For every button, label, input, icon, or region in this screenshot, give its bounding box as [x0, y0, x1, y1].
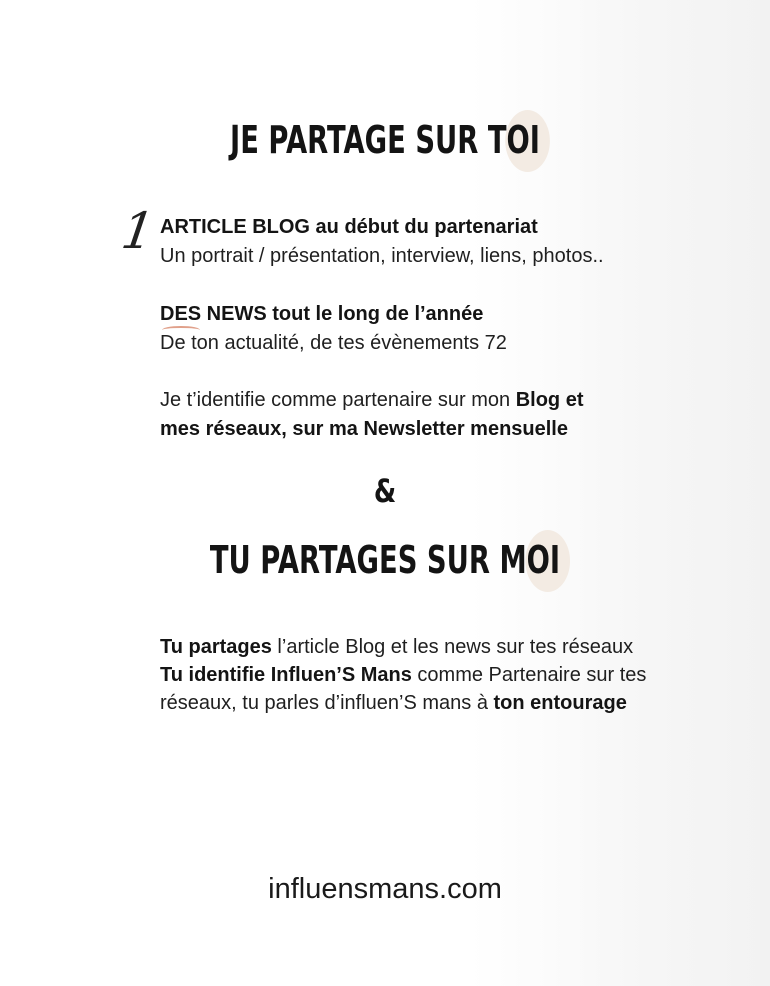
- heading-je-partage: [108, 118, 662, 162]
- step-number: 1: [117, 202, 158, 260]
- block-share-line3: [160, 688, 627, 718]
- share-plain-3: réseaux, tu parles d’influen’S mans à: [160, 692, 494, 714]
- heading2-text: TU PARTAGES SUR: [209, 538, 500, 582]
- share-plain-2: comme Partenaire sur tes: [411, 664, 647, 686]
- identify-bold: Blog et: [515, 389, 584, 411]
- heading-tu-partages: [108, 538, 662, 582]
- block-share-line2: [160, 660, 646, 690]
- block-article-body: Un portrait / présentation, interview, liens, photos..: [160, 245, 604, 267]
- footer-website[interactable]: influensmans.com: [268, 873, 502, 905]
- block-share-line1: [160, 632, 633, 662]
- ampersand: &: [373, 472, 397, 510]
- share-bold-1: Tu partages: [160, 636, 272, 658]
- block-identify-line1: [160, 385, 584, 415]
- share-bold-2: Tu identifie Influen’S Mans: [160, 664, 412, 686]
- identify-bold-line2: mes réseaux, sur ma Newsletter mensuelle: [160, 418, 568, 440]
- heading-accent-moi: MOI: [499, 538, 561, 582]
- news-title-underlined: DES: [160, 299, 201, 329]
- heading-accent-toi: TOI: [487, 118, 540, 162]
- block-identify-line2: [160, 414, 568, 444]
- share-bold-3: ton entourage: [493, 692, 627, 714]
- share-plain-1: l’article Blog et les news sur tes réseaux: [271, 636, 634, 658]
- block-article-title: [160, 212, 538, 242]
- identify-plain: Je t’identifie comme partenaire sur mon: [160, 389, 516, 411]
- article-title: ARTICLE BLOG au début du partenariat: [160, 216, 538, 238]
- heading-text: JE PARTAGE SUR: [230, 118, 488, 162]
- news-title-rest: NEWS tout le long de l’année: [201, 303, 484, 325]
- block-news-title: [160, 299, 483, 329]
- block-news-body: De ton actualité, de tes évènements 72: [160, 332, 507, 354]
